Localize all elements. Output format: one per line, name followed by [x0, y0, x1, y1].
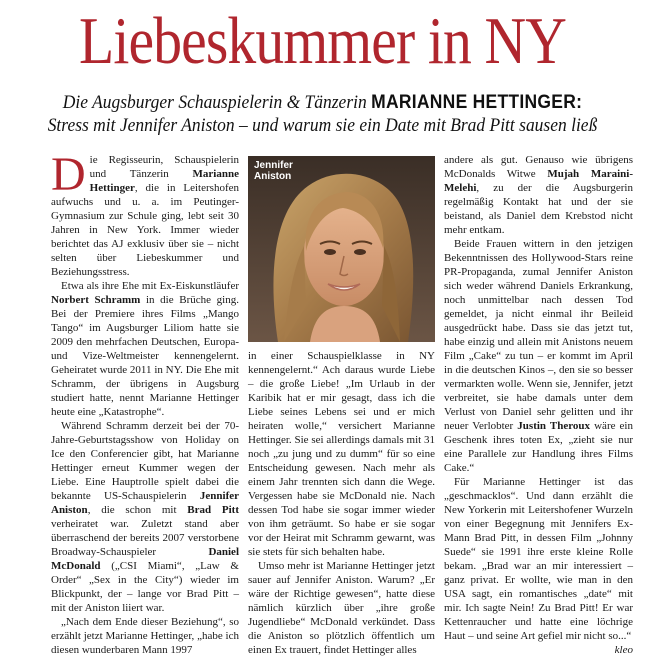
text: andere als gut. Genauso wie übrigens McDonalds Witwe — [444, 154, 633, 180]
paragraph — [444, 153, 633, 237]
text: Während Schramm derzeit bei der 70-Jahre-Geburtstagsshow von Holiday on Ice den Conferencier gibt, hat Marianne Hettinger erneut Kummer wegen der Liebe. Eine Hauptrolle spielt dabei die bekannte US-Schauspielerin — [51, 420, 239, 502]
text: ie Regisseurin, Schauspielerin und Tänzerin — [89, 154, 239, 180]
article-headline: Liebeskummer in NY — [78, 4, 566, 78]
paragraph — [444, 237, 633, 475]
jennifer-aniston-photo — [248, 156, 435, 342]
subtitle-name: MARIANNE HETTINGER: — [371, 92, 583, 113]
portrait-illustration — [248, 156, 435, 342]
paragraph — [51, 419, 239, 615]
paragraph — [51, 148, 239, 279]
text: , zu der die Augsburgerin regelmäßig Kontakt hat und der sie beistand, als Daniel dem Krebstod nicht mehr entkam. — [444, 182, 633, 236]
article-column-left — [51, 148, 239, 657]
subtitle-line-1 — [26, 92, 619, 114]
subtitle-line-2: Stress mit Jennifer Aniston – und warum sie ein Date mit Brad Pitt sausen ließ — [47, 115, 598, 136]
drop-cap: D — [51, 148, 86, 201]
paragraph — [51, 279, 239, 419]
caption-line: Aniston — [254, 171, 292, 182]
photo-caption — [254, 160, 293, 182]
text: in die Brüche ging. Bei der Premiere ihres Films „Mango Tango“ im Augsburger Liliom hatte sie 2009 den mehrfachen Deutschen, Europa- und Vize-Weltmeister kennengelernt. Geheiratet wurde 2011 in NY. Die Ehe mit Schramm, der übrigens in Augsburg studiert hatte, nennt Marianne Hettinger heute eine „Katastrophe“. — [51, 294, 239, 418]
person-name: Daniel McDonald — [51, 546, 239, 572]
author-signature: kleo — [614, 644, 633, 656]
person-name: Mujah Maraini-Melehi — [444, 168, 633, 194]
person-name: Brad Pitt — [187, 504, 239, 516]
text: Beide Frauen wittern in den jetzigen Bekenntnissen des Hollywood-Stars reine PR-Propaganda, zumal Jennifer Aniston sich weder während Daniels Erkrankung, noch unmittelbar nach dessen Tod gemeldet, ja nicht einmal ihr Beileid ausgedrückt habe. Dass sie das jetzt tut, habe einzig und allein mit Anistons neuem Film „Cake“ zu tun – er kommt im April in die deutschen Kinos –, den sie so besser vermarkten wolle. Wenn sie, Jennifer, jetzt verbreitet, sie habe damals unter dem Verlust von Daniel sehr gelitten und ihr neuer Verlobter — [444, 238, 633, 432]
person-name: Marianne Hettinger — [89, 168, 239, 194]
text: Etwa als ihre Ehe mit Ex-Eiskunstläufer — [61, 280, 239, 292]
subtitle-prefix: Die Augsburger Schauspielerin & Tänzerin — [62, 92, 367, 113]
article-column-middle — [248, 349, 435, 657]
text: verheiratet war. Zuletzt stand aber überraschend der bereits 2007 verstorbene Broadway-Schauspieler — [51, 518, 239, 558]
caption-line: Jennifer — [254, 160, 293, 171]
text: wäre ein Geschenk ihres toten Ex, „zieht sie nur eine Parallele zur Handlung ihres Films Cake.“ — [444, 420, 633, 474]
paragraph — [444, 475, 633, 656]
article-column-right — [444, 153, 633, 657]
text: , die schon mit — [87, 504, 188, 516]
text: , die in Leitershofen aufwuchs und u. a. im Peutinger-Gymnasium zur Schule ging, lebt seit 30 Jahren in New York. Immer wieder berichtet das AJ exklusiv über sie – nicht selten über Liebeskummer und Beziehungsstress. — [51, 182, 239, 278]
paragraph: Umso mehr ist Marianne Hettinger jetzt sauer auf Jennifer Aniston. Warum? „Er wäre der Richtige gewesen“, hatte diese nämlich kürzlich über „ihre große Jugendliebe“ McDonald verkündet. Dass die Aniston so plötzlich öffentlich um einen Ex trauert, findet Hettinger alles — [248, 560, 435, 656]
person-name: Jennifer Aniston — [51, 490, 239, 516]
paragraph: „Nach dem Ende dieser Beziehung“, so erzählt jetzt Marianne Hettinger, „habe ich diesen wunderbaren Mann 1997 — [51, 616, 239, 656]
text: („CSI Miami“, „Law & Order“ „Sex in the City“) wieder im Blickpunkt, der – lange vor Brad Pitt – mit der Aniston liiert war. — [51, 560, 239, 614]
person-name: Justin Theroux — [517, 420, 591, 432]
text: Für Marianne Hettinger ist das „geschmacklos“. Und dann erzählt die New Yorkerin mit Leitershofener Wurzeln von einer Begegnung mit Jennifers Ex-Mann Brad Pitt, in dessen Film „Johnny Suede“ sie 1991 ihre erste kleine Rolle bekam. „Brad war an mir interessiert – ganz privat. Er wollte, wie man in den USA sagt, ein romantisches „date“ mit mir. Ich sagte Nein! Zu Brad Pitt! Er war Kettenraucher und hatte eine löchrige Haut – und seine Art gefiel mir nicht so...“ — [444, 476, 633, 642]
paragraph: in einer Schauspielklasse in NY kennengelernt.“ Ach daraus wurde Liebe – die große Liebe! „Im Urlaub in der Karibik hat er mir gesagt, dass ich die Liebe seines Lebens sei und er mich heiraten wolle,“ versichert Marianne Hettinger. Sie sei allerdings damals mit 31 noch „zu jung und zu dumm“ für so eine Entscheidung gewesen. Nach mehr als einem Jahr trennten sich dann die Wege. Vergessen habe sie McDonald nie. Nach dessen Tod habe sie sogar immer wieder von ihm geträumt. So habe er sie sogar vor der Heirat mit Schramm gewarnt, was sie stets für sich behalten habe. — [248, 350, 435, 558]
person-name: Norbert Schramm — [51, 294, 141, 306]
